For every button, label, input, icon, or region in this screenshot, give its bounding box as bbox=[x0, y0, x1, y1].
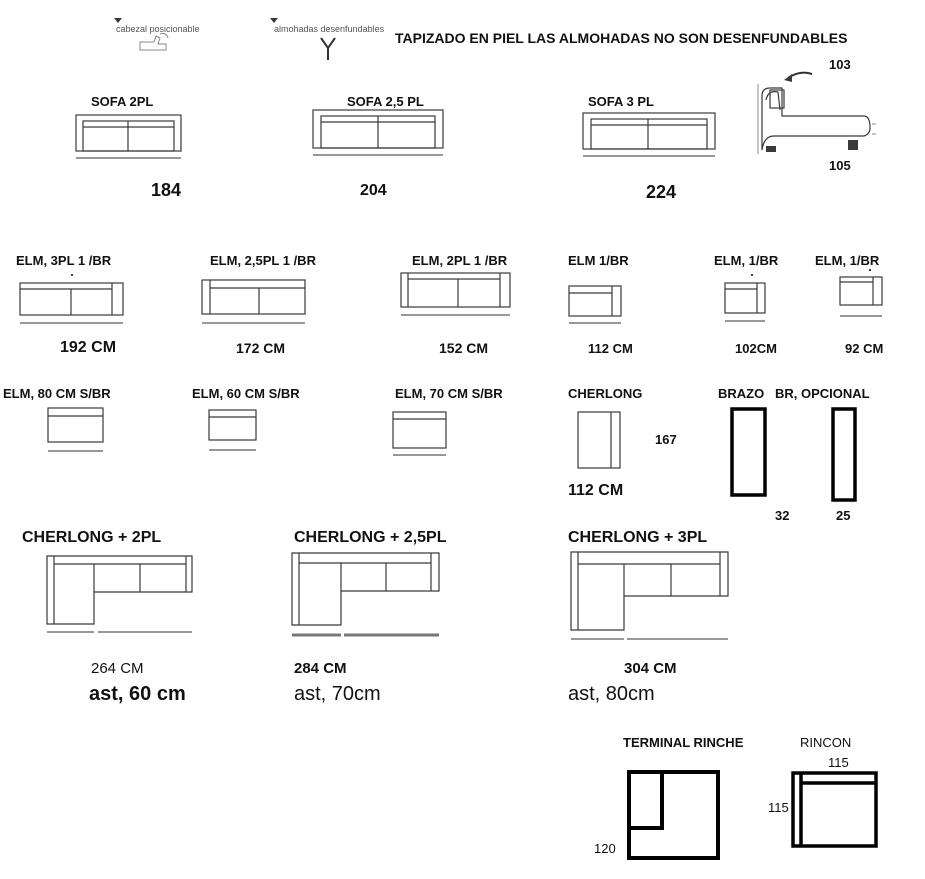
elm-1br-112-width: 112 CM bbox=[588, 341, 633, 356]
optional-armrest-drawing bbox=[830, 406, 860, 504]
elm-2pl-width: 152 CM bbox=[439, 340, 489, 356]
combo-2pl-label: CHERLONG + 2PL bbox=[22, 529, 162, 546]
elm-1br-92-label: ELM, 1/BR bbox=[815, 253, 880, 268]
combo-3pl-seat: ast, 80cm bbox=[568, 683, 655, 705]
combo-2pl-width: 264 CM bbox=[91, 660, 144, 677]
elm-1br-92-width: 92 CM bbox=[845, 341, 884, 356]
elm-3pl-drawing bbox=[19, 274, 125, 326]
elm-2pl-drawing bbox=[400, 271, 512, 323]
combo-3pl-label: CHERLONG + 3PL bbox=[568, 529, 708, 546]
terminal-label: TERMINAL RINCHE bbox=[623, 735, 744, 750]
recline-arrow-icon bbox=[778, 68, 818, 92]
optional-armrest-width: 25 bbox=[836, 508, 851, 523]
combo-3pl-width: 304 CM bbox=[624, 660, 677, 677]
terminal-depth: 120 bbox=[594, 841, 616, 856]
chaise-label: CHERLONG bbox=[568, 386, 643, 401]
elm-25pl-width: 172 CM bbox=[236, 340, 286, 356]
combo-25pl-width: 284 CM bbox=[294, 660, 347, 677]
elm-80-label: ELM, 80 CM S/BR bbox=[3, 386, 111, 401]
combo-2pl-drawing bbox=[46, 554, 196, 636]
chaise-depth: 167 bbox=[655, 432, 677, 447]
side-profile-depth: 105 bbox=[829, 158, 851, 173]
sofa-25pl-width: 204 bbox=[360, 182, 387, 199]
elm-3pl-label: ELM, 3PL 1 /BR bbox=[16, 253, 112, 268]
corner-width: 115 bbox=[828, 755, 849, 770]
armrest-drawing bbox=[729, 406, 769, 500]
armrest-width: 32 bbox=[775, 508, 790, 523]
headrest-marker-icon bbox=[114, 18, 124, 26]
elm-1br-102-width: 102CM bbox=[735, 341, 777, 356]
elm-80-drawing bbox=[47, 406, 105, 454]
zipper-icon bbox=[318, 36, 338, 62]
elm-1br-92-drawing bbox=[839, 269, 885, 321]
elm-1br-102-label: ELM, 1/BR bbox=[714, 253, 779, 268]
cushion-legend-label: almohadas desenfundables bbox=[274, 24, 385, 34]
sofa-25pl-drawing bbox=[312, 108, 446, 158]
elm-25pl-drawing bbox=[201, 278, 307, 326]
combo-2pl-seat: ast, 60 cm bbox=[89, 683, 186, 705]
optional-armrest-label: BR, OPCIONAL bbox=[775, 386, 870, 401]
sofa-3pl-label: SOFA 3 PL bbox=[588, 94, 654, 109]
sofa-25pl-label: SOFA 2,5 PL bbox=[347, 94, 424, 109]
corner-label: RINCON bbox=[800, 735, 852, 750]
armrest-label: BRAZO bbox=[718, 386, 765, 401]
sofa-3pl-drawing bbox=[582, 111, 718, 159]
sofa-2pl-drawing bbox=[75, 113, 183, 161]
elm-2pl-label: ELM, 2PL 1 /BR bbox=[412, 253, 508, 268]
elm-3pl-width: 192 CM bbox=[60, 339, 117, 356]
elm-25pl-label: ELM, 2,5PL 1 /BR bbox=[210, 253, 316, 268]
combo-25pl-label: CHERLONG + 2,5PL bbox=[294, 529, 447, 546]
chaise-width: 112 CM bbox=[568, 482, 624, 499]
elm-60-label: ELM, 60 CM S/BR bbox=[192, 386, 300, 401]
elm-60-drawing bbox=[208, 408, 258, 454]
elm-70-drawing bbox=[392, 408, 448, 458]
combo-25pl-seat: ast, 70cm bbox=[294, 683, 381, 705]
cushion-marker-icon bbox=[270, 18, 280, 26]
sofa-2pl-width: 184 bbox=[151, 180, 182, 200]
elm-1br-112-drawing bbox=[568, 283, 624, 327]
combo-3pl-drawing bbox=[570, 550, 730, 642]
headrest-legend-label: cabezal posicionable bbox=[116, 24, 200, 34]
combo-25pl-drawing bbox=[291, 551, 441, 639]
page-title: TAPIZADO EN PIEL LAS ALMOHADAS NO SON DESENFUNDABLES bbox=[395, 30, 848, 46]
elm-1br-102-drawing bbox=[724, 274, 768, 326]
elm-70-label: ELM, 70 CM S/BR bbox=[395, 386, 503, 401]
side-profile-height: 103 bbox=[829, 57, 851, 72]
sofa-2pl-label: SOFA 2PL bbox=[91, 94, 154, 109]
sofa-3pl-width: 224 bbox=[646, 182, 677, 202]
headrest-icon bbox=[136, 30, 176, 54]
corner-drawing bbox=[791, 771, 879, 849]
terminal-drawing bbox=[626, 769, 722, 861]
elm-1br-112-label: ELM 1/BR bbox=[568, 253, 629, 268]
corner-depth: 115 bbox=[768, 800, 789, 815]
chaise-drawing bbox=[577, 410, 623, 472]
